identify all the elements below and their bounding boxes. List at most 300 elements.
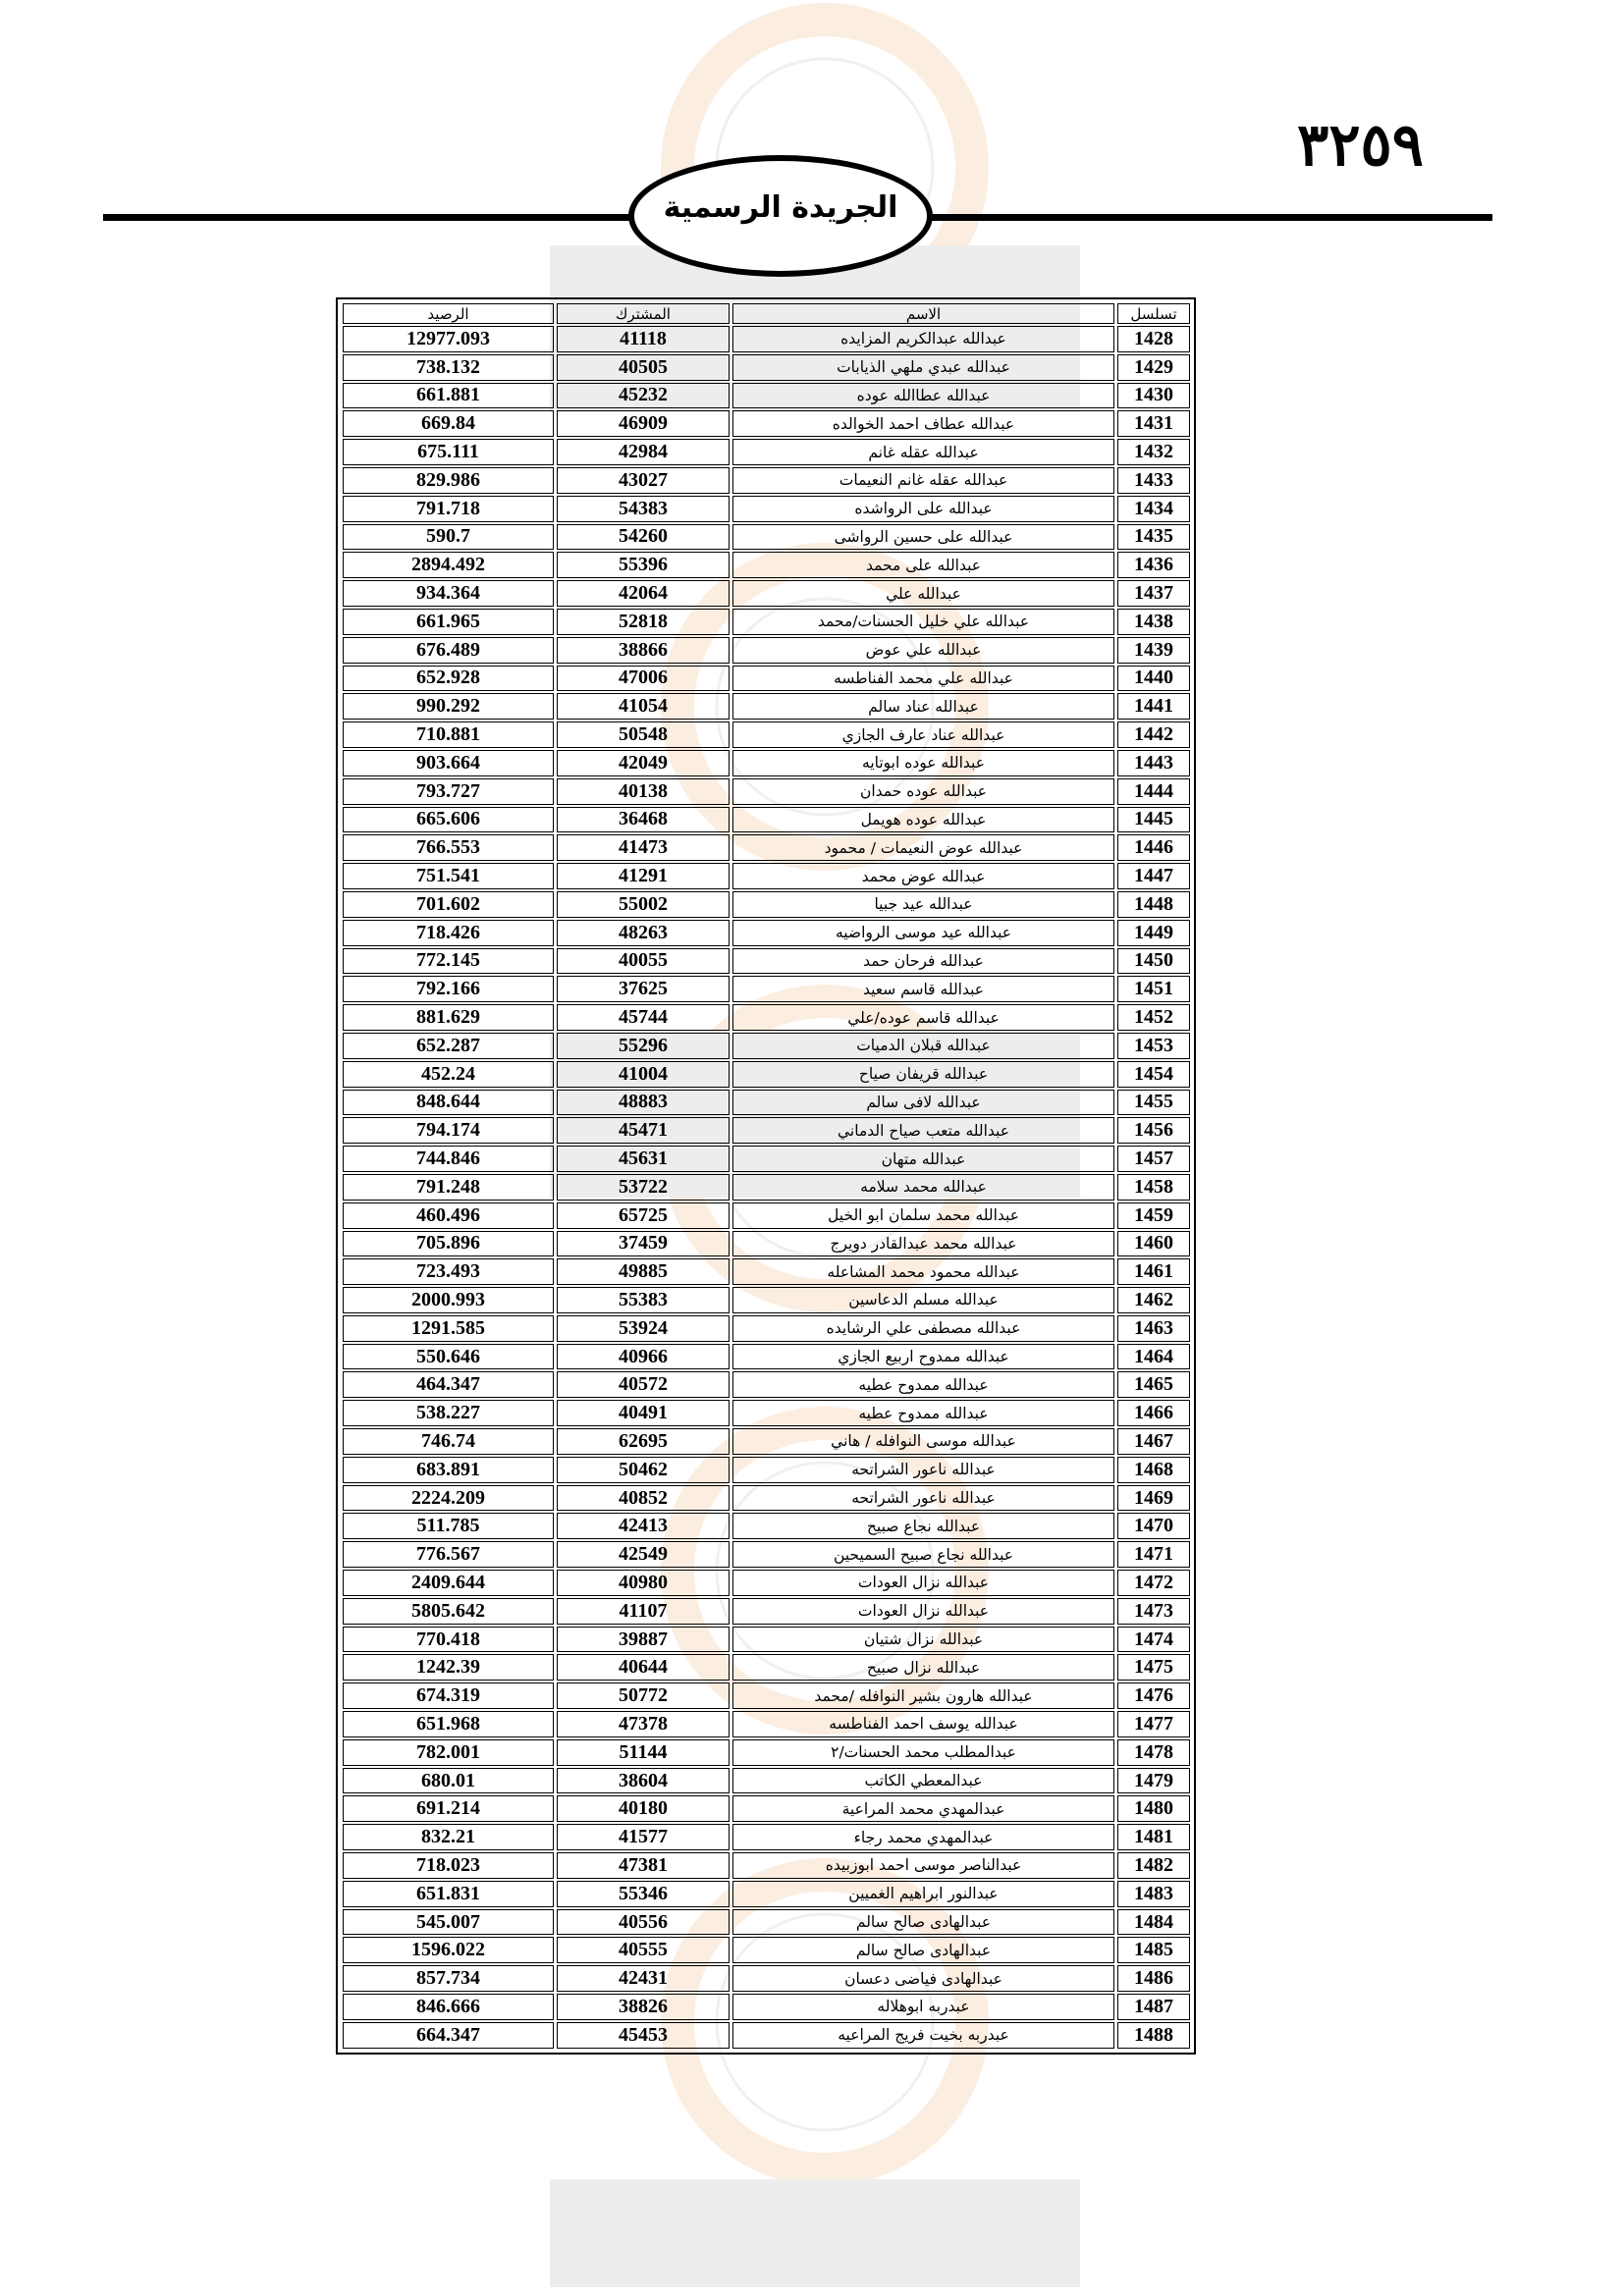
cell-balance: 669.84: [343, 410, 554, 437]
cell-subscriber: 48883: [557, 1090, 730, 1116]
table-row: [343, 1682, 1190, 1709]
cell-serial: 1458: [1117, 1174, 1190, 1201]
cell-subscriber: 47378: [557, 1711, 730, 1737]
cell-subscriber: 50548: [557, 721, 730, 748]
cell-serial: 1457: [1117, 1146, 1190, 1172]
cell-serial: 1487: [1117, 1994, 1190, 2020]
cell-serial: 1456: [1117, 1117, 1190, 1144]
cell-serial: 1450: [1117, 948, 1190, 975]
cell-name: عبدالله عوده هويمل: [732, 807, 1114, 833]
table-row: [343, 1344, 1190, 1370]
cell-subscriber: 42064: [557, 580, 730, 607]
cell-balance: 1596.022: [343, 1937, 554, 1963]
table-row: [343, 1711, 1190, 1737]
cell-balance: 829.986: [343, 467, 554, 494]
cell-serial: 1454: [1117, 1061, 1190, 1088]
table-row: [343, 1654, 1190, 1681]
cell-name: عبدالله هارون بشير النوافله /محمد: [732, 1682, 1114, 1709]
table-row: [343, 1090, 1190, 1116]
header-name: الاسم: [732, 303, 1114, 324]
table-row: [343, 666, 1190, 692]
cell-subscriber: 50772: [557, 1682, 730, 1709]
cell-balance: 1291.585: [343, 1315, 554, 1342]
cell-balance: 2409.644: [343, 1570, 554, 1596]
table-row: [343, 1598, 1190, 1625]
table-row: [343, 1513, 1190, 1539]
cell-balance: 651.831: [343, 1881, 554, 1907]
cell-subscriber: 37625: [557, 976, 730, 1002]
cell-balance: 903.664: [343, 750, 554, 776]
header-title: الجريدة الرسمية: [663, 189, 898, 225]
table-header-row: [343, 303, 1190, 324]
page-number: ٣٢٥٩: [1297, 111, 1424, 180]
cell-name: عبدالله فرحان حمد: [732, 948, 1114, 975]
cell-balance: 651.968: [343, 1711, 554, 1737]
cell-name: عبدالله نزال شتيان: [732, 1627, 1114, 1653]
cell-subscriber: 45744: [557, 1004, 730, 1031]
table-row: [343, 1909, 1190, 1936]
table-row: [343, 439, 1190, 465]
cell-serial: 1475: [1117, 1654, 1190, 1681]
cell-name: عبدالله قريفان صياح: [732, 1061, 1114, 1088]
table-row: [343, 580, 1190, 607]
header-subscriber: المشترك: [557, 303, 730, 324]
cell-subscriber: 47381: [557, 1852, 730, 1879]
cell-name: عبدالله عيد موسى الرواضيه: [732, 920, 1114, 946]
cell-serial: 1460: [1117, 1231, 1190, 1257]
cell-name: عبدالله ممدوح عطيه: [732, 1371, 1114, 1398]
cell-balance: 857.734: [343, 1965, 554, 1992]
cell-serial: 1478: [1117, 1739, 1190, 1766]
cell-subscriber: 41577: [557, 1824, 730, 1850]
cell-name: عبدالهادى صالح سالم: [732, 1937, 1114, 1963]
cell-balance: 770.418: [343, 1627, 554, 1653]
cell-balance: 652.287: [343, 1033, 554, 1059]
cell-name: عبدالله عوض النعيمات / محمود: [732, 834, 1114, 861]
cell-name: عبدالله عوض محمد: [732, 863, 1114, 889]
cell-name: عبدالله ممدوح اربيع الجازي: [732, 1344, 1114, 1370]
cell-serial: 1477: [1117, 1711, 1190, 1737]
cell-subscriber: 40980: [557, 1570, 730, 1596]
cell-name: عبدالمعطي الكاتب: [732, 1768, 1114, 1794]
cell-balance: 452.24: [343, 1061, 554, 1088]
cell-name: عبدالله محمود محمد المشاعله: [732, 1258, 1114, 1285]
table-row: [343, 1739, 1190, 1766]
cell-name: عبدالله علي خليل الحسنات/محمد: [732, 609, 1114, 635]
table-row: [343, 1570, 1190, 1596]
cell-serial: 1488: [1117, 2022, 1190, 2049]
cell-balance: 2224.209: [343, 1485, 554, 1512]
cell-name: عبدالله مسلم الدعاسين: [732, 1287, 1114, 1313]
table-row: [343, 1627, 1190, 1653]
cell-balance: 705.896: [343, 1231, 554, 1257]
table-row: [343, 834, 1190, 861]
cell-name: عبدالله قبلان الدميات: [732, 1033, 1114, 1059]
cell-balance: 738.132: [343, 354, 554, 381]
cell-serial: 1430: [1117, 383, 1190, 409]
cell-serial: 1476: [1117, 1682, 1190, 1709]
table-row: [343, 496, 1190, 522]
cell-name: عبدالله ممدوح عطيه: [732, 1400, 1114, 1426]
cell-balance: 792.166: [343, 976, 554, 1002]
cell-serial: 1442: [1117, 721, 1190, 748]
cell-balance: 990.292: [343, 693, 554, 720]
cell-balance: 791.248: [343, 1174, 554, 1201]
table-row: [343, 552, 1190, 578]
cell-name: عبدالهادى فياضى دعسان: [732, 1965, 1114, 1992]
cell-subscriber: 48263: [557, 920, 730, 946]
cell-subscriber: 42049: [557, 750, 730, 776]
cell-name: عبدالله على محمد: [732, 552, 1114, 578]
cell-subscriber: 38826: [557, 1994, 730, 2020]
cell-balance: 680.01: [343, 1768, 554, 1794]
subscribers-table-frame: [336, 297, 1196, 2055]
cell-serial: 1470: [1117, 1513, 1190, 1539]
cell-balance: 723.493: [343, 1258, 554, 1285]
table-row: [343, 1457, 1190, 1483]
cell-name: عبدالله نجاع صبيح السميحين: [732, 1541, 1114, 1568]
cell-name: عبدالله علي عوض: [732, 637, 1114, 664]
cell-subscriber: 45232: [557, 383, 730, 409]
table-row: [343, 721, 1190, 748]
cell-serial: 1438: [1117, 609, 1190, 635]
cell-serial: 1446: [1117, 834, 1190, 861]
cell-serial: 1436: [1117, 552, 1190, 578]
cell-subscriber: 40505: [557, 354, 730, 381]
cell-balance: 550.646: [343, 1344, 554, 1370]
table-row: [343, 1231, 1190, 1257]
table-row: [343, 467, 1190, 494]
table-row: [343, 807, 1190, 833]
table-row: [343, 609, 1190, 635]
table-row: [343, 920, 1190, 946]
cell-subscriber: 55346: [557, 1881, 730, 1907]
table-row: [343, 1202, 1190, 1229]
cell-name: عبدالله عبدي ملهي الذيابات: [732, 354, 1114, 381]
table-row: [343, 383, 1190, 409]
cell-balance: 661.965: [343, 609, 554, 635]
cell-subscriber: 45453: [557, 2022, 730, 2049]
table-row: [343, 1174, 1190, 1201]
cell-subscriber: 45631: [557, 1146, 730, 1172]
cell-balance: 832.21: [343, 1824, 554, 1850]
cell-balance: 511.785: [343, 1513, 554, 1539]
cell-serial: 1435: [1117, 524, 1190, 551]
table-row: [343, 637, 1190, 664]
cell-name: عبدالله نجاع صبيح: [732, 1513, 1114, 1539]
cell-subscriber: 49885: [557, 1258, 730, 1285]
cell-balance: 590.7: [343, 524, 554, 551]
cell-balance: 691.214: [343, 1795, 554, 1822]
cell-balance: 794.174: [343, 1117, 554, 1144]
cell-serial: 1432: [1117, 439, 1190, 465]
cell-serial: 1462: [1117, 1287, 1190, 1313]
cell-subscriber: 40572: [557, 1371, 730, 1398]
cell-serial: 1482: [1117, 1852, 1190, 1879]
cell-balance: 766.553: [343, 834, 554, 861]
cell-serial: 1451: [1117, 976, 1190, 1002]
cell-subscriber: 41291: [557, 863, 730, 889]
cell-subscriber: 62695: [557, 1428, 730, 1455]
subscribers-table: [340, 301, 1193, 2051]
cell-balance: 718.023: [343, 1852, 554, 1879]
cell-balance: 683.891: [343, 1457, 554, 1483]
cell-subscriber: 40491: [557, 1400, 730, 1426]
cell-subscriber: 38604: [557, 1768, 730, 1794]
cell-balance: 751.541: [343, 863, 554, 889]
cell-serial: 1453: [1117, 1033, 1190, 1059]
cell-name: عبدالله عطاف احمد الخوالده: [732, 410, 1114, 437]
cell-serial: 1464: [1117, 1344, 1190, 1370]
table-row: [343, 1852, 1190, 1879]
cell-balance: 675.111: [343, 439, 554, 465]
cell-serial: 1474: [1117, 1627, 1190, 1653]
cell-serial: 1483: [1117, 1881, 1190, 1907]
cell-balance: 848.644: [343, 1090, 554, 1116]
cell-balance: 782.001: [343, 1739, 554, 1766]
cell-name: عبدالله عيد جبيا: [732, 891, 1114, 918]
cell-name: عبدالهادى صالح سالم: [732, 1909, 1114, 1936]
cell-name: عبدالله علي: [732, 580, 1114, 607]
cell-name: عبدالله عوده ابوتايه: [732, 750, 1114, 776]
table-row: [343, 750, 1190, 776]
cell-subscriber: 43027: [557, 467, 730, 494]
cell-balance: 464.347: [343, 1371, 554, 1398]
cell-serial: 1471: [1117, 1541, 1190, 1568]
cell-subscriber: 55383: [557, 1287, 730, 1313]
cell-name: عبدالله عبدالكريم المزايده: [732, 326, 1114, 352]
cell-name: عبدالله محمد سلمان ابو الخيل: [732, 1202, 1114, 1229]
cell-serial: 1444: [1117, 778, 1190, 805]
cell-serial: 1441: [1117, 693, 1190, 720]
table-row: [343, 326, 1190, 352]
cell-name: عبدالله ناعور الشراتحه: [732, 1457, 1114, 1483]
table-row: [343, 948, 1190, 975]
cell-subscriber: 40852: [557, 1485, 730, 1512]
table-row: [343, 524, 1190, 551]
cell-subscriber: 40180: [557, 1795, 730, 1822]
table-row: [343, 976, 1190, 1002]
cell-name: عبدالله عناد سالم: [732, 693, 1114, 720]
cell-subscriber: 53924: [557, 1315, 730, 1342]
table-row: [343, 1146, 1190, 1172]
cell-balance: 934.364: [343, 580, 554, 607]
header-balance: الرصيد: [343, 303, 554, 324]
cell-serial: 1481: [1117, 1824, 1190, 1850]
cell-serial: 1433: [1117, 467, 1190, 494]
cell-serial: 1429: [1117, 354, 1190, 381]
cell-name: عبدالله على حسين الرواشى: [732, 524, 1114, 551]
cell-subscriber: 40555: [557, 1937, 730, 1963]
cell-subscriber: 53722: [557, 1174, 730, 1201]
table-row: [343, 1937, 1190, 1963]
cell-name: عبدالله متهان: [732, 1146, 1114, 1172]
cell-subscriber: 40556: [557, 1909, 730, 1936]
cell-name: عبدالله عطاالله عوده: [732, 383, 1114, 409]
cell-name: عبدالله موسى النوافله / هاني: [732, 1428, 1114, 1455]
cell-name: عبدالله يوسف احمد الفناطسه: [732, 1711, 1114, 1737]
table-row: [343, 1315, 1190, 1342]
cell-subscriber: 42549: [557, 1541, 730, 1568]
table-row: [343, 1033, 1190, 1059]
cell-serial: 1459: [1117, 1202, 1190, 1229]
cell-serial: 1484: [1117, 1909, 1190, 1936]
table-row: [343, 1400, 1190, 1426]
cell-name: عبدالله عوده حمدان: [732, 778, 1114, 805]
cell-serial: 1461: [1117, 1258, 1190, 1285]
cell-balance: 881.629: [343, 1004, 554, 1031]
cell-subscriber: 51144: [557, 1739, 730, 1766]
cell-name: عبدالله ناعور الشراتحه: [732, 1485, 1114, 1512]
table-row: [343, 354, 1190, 381]
cell-serial: 1440: [1117, 666, 1190, 692]
cell-balance: 793.727: [343, 778, 554, 805]
table-row: [343, 1485, 1190, 1512]
cell-serial: 1445: [1117, 807, 1190, 833]
cell-serial: 1463: [1117, 1315, 1190, 1342]
cell-balance: 2000.993: [343, 1287, 554, 1313]
cell-balance: 538.227: [343, 1400, 554, 1426]
cell-serial: 1466: [1117, 1400, 1190, 1426]
cell-subscriber: 41054: [557, 693, 730, 720]
cell-subscriber: 37459: [557, 1231, 730, 1257]
cell-serial: 1479: [1117, 1768, 1190, 1794]
cell-serial: 1468: [1117, 1457, 1190, 1483]
table-row: [343, 891, 1190, 918]
cell-subscriber: 46909: [557, 410, 730, 437]
cell-subscriber: 55396: [557, 552, 730, 578]
cell-name: عبدالله قاسم سعيد: [732, 976, 1114, 1002]
cell-subscriber: 36468: [557, 807, 730, 833]
cell-name: عبدالمهدي محمد رجاء: [732, 1824, 1114, 1850]
cell-balance: 1242.39: [343, 1654, 554, 1681]
header-serial: تسلسل: [1117, 303, 1190, 324]
cell-subscriber: 41118: [557, 326, 730, 352]
cell-balance: 460.496: [343, 1202, 554, 1229]
cell-subscriber: 55002: [557, 891, 730, 918]
cell-balance: 664.347: [343, 2022, 554, 2049]
cell-serial: 1473: [1117, 1598, 1190, 1625]
cell-name: عبدالله محمد سلامه: [732, 1174, 1114, 1201]
table-row: [343, 1768, 1190, 1794]
table-row: [343, 1371, 1190, 1398]
table-row: [343, 1287, 1190, 1313]
cell-serial: 1467: [1117, 1428, 1190, 1455]
cell-balance: 718.426: [343, 920, 554, 946]
cell-balance: 652.928: [343, 666, 554, 692]
cell-serial: 1465: [1117, 1371, 1190, 1398]
cell-balance: 744.846: [343, 1146, 554, 1172]
cell-name: عبدالله نزال العودات: [732, 1598, 1114, 1625]
cell-serial: 1452: [1117, 1004, 1190, 1031]
cell-name: عبدربه ابوهلاله: [732, 1994, 1114, 2020]
header-oval: [628, 155, 933, 277]
cell-balance: 665.606: [343, 807, 554, 833]
table-row: [343, 2022, 1190, 2049]
cell-subscriber: 65725: [557, 1202, 730, 1229]
cell-name: عبدالله محمد عبدالقادر دويرج: [732, 1231, 1114, 1257]
cell-serial: 1469: [1117, 1485, 1190, 1512]
table-row: [343, 1258, 1190, 1285]
cell-name: عبدالله نزال العودات: [732, 1570, 1114, 1596]
cell-balance: 12977.093: [343, 326, 554, 352]
cell-name: عبدالله عقله غانم: [732, 439, 1114, 465]
table-row: [343, 1824, 1190, 1850]
cell-serial: 1455: [1117, 1090, 1190, 1116]
cell-name: عبدالله مصطفى علي الرشايده: [732, 1315, 1114, 1342]
table-row: [343, 1965, 1190, 1992]
table-row: [343, 1117, 1190, 1144]
cell-subscriber: 40138: [557, 778, 730, 805]
cell-name: عبدالله علي محمد الفناطسه: [732, 666, 1114, 692]
cell-name: عبدالله على الرواشده: [732, 496, 1114, 522]
table-row: [343, 410, 1190, 437]
cell-subscriber: 38866: [557, 637, 730, 664]
cell-name: عبدالنور ابراهيم الغميين: [732, 1881, 1114, 1907]
cell-name: عبدالله لافى سالم: [732, 1090, 1114, 1116]
cell-name: عبدالله نزال صبيح: [732, 1654, 1114, 1681]
cell-serial: 1486: [1117, 1965, 1190, 1992]
cell-balance: 776.567: [343, 1541, 554, 1568]
cell-balance: 772.145: [343, 948, 554, 975]
cell-serial: 1431: [1117, 410, 1190, 437]
cell-name: عبدالناصر موسى احمد ابوزبيده: [732, 1852, 1114, 1879]
cell-balance: 661.881: [343, 383, 554, 409]
cell-serial: 1449: [1117, 920, 1190, 946]
cell-subscriber: 54260: [557, 524, 730, 551]
cell-name: عبدالله متعب صياح الدماني: [732, 1117, 1114, 1144]
table-row: [343, 778, 1190, 805]
cell-subscriber: 42984: [557, 439, 730, 465]
cell-balance: 701.602: [343, 891, 554, 918]
cell-subscriber: 42413: [557, 1513, 730, 1539]
table-row: [343, 693, 1190, 720]
cell-subscriber: 41004: [557, 1061, 730, 1088]
cell-balance: 846.666: [343, 1994, 554, 2020]
cell-subscriber: 45471: [557, 1117, 730, 1144]
cell-subscriber: 55296: [557, 1033, 730, 1059]
cell-subscriber: 41473: [557, 834, 730, 861]
table-row: [343, 1795, 1190, 1822]
cell-serial: 1439: [1117, 637, 1190, 664]
table-row: [343, 1994, 1190, 2020]
table-row: [343, 1541, 1190, 1568]
cell-subscriber: 40966: [557, 1344, 730, 1370]
cell-serial: 1428: [1117, 326, 1190, 352]
cell-name: عبدربه بخيت فريج المراعيه: [732, 2022, 1114, 2049]
table-row: [343, 1061, 1190, 1088]
cell-serial: 1443: [1117, 750, 1190, 776]
cell-balance: 791.718: [343, 496, 554, 522]
table-row: [343, 1428, 1190, 1455]
cell-name: عبدالله عناد عارف الجازي: [732, 721, 1114, 748]
cell-subscriber: 52818: [557, 609, 730, 635]
cell-name: عبدالله قاسم عوده/علي: [732, 1004, 1114, 1031]
table-row: [343, 1881, 1190, 1907]
cell-balance: 710.881: [343, 721, 554, 748]
cell-serial: 1448: [1117, 891, 1190, 918]
cell-balance: 746.74: [343, 1428, 554, 1455]
cell-serial: 1472: [1117, 1570, 1190, 1596]
cell-serial: 1437: [1117, 580, 1190, 607]
cell-subscriber: 40644: [557, 1654, 730, 1681]
cell-subscriber: 42431: [557, 1965, 730, 1992]
cell-name: عبدالمهدي محمد المراعية: [732, 1795, 1114, 1822]
cell-name: عبدالمطلب محمد الحسنات/٢: [732, 1739, 1114, 1766]
table-row: [343, 863, 1190, 889]
cell-subscriber: 39887: [557, 1627, 730, 1653]
cell-balance: 674.319: [343, 1682, 554, 1709]
